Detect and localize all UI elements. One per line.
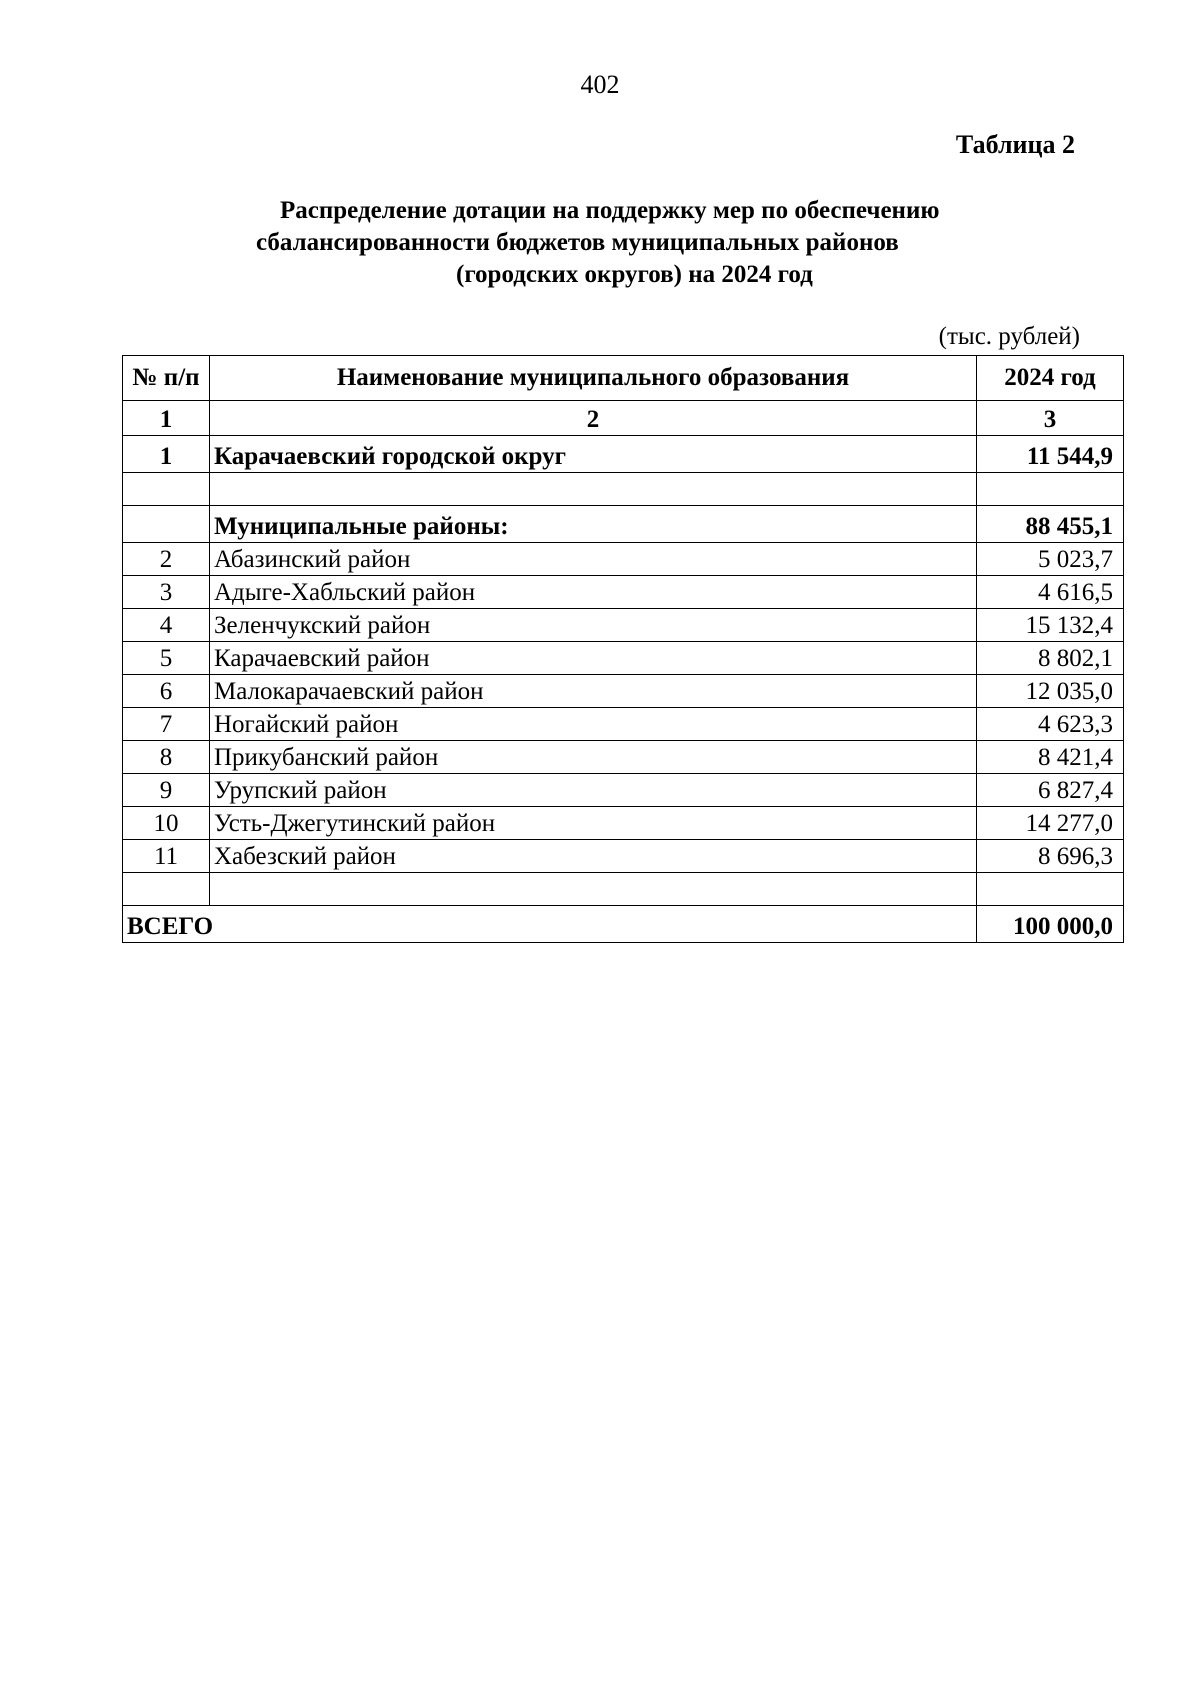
total-row bbox=[123, 906, 1124, 943]
total-label: ВСЕГО bbox=[123, 906, 977, 943]
table-row bbox=[123, 741, 1124, 774]
district-name: Хабезский район bbox=[210, 840, 977, 873]
city-num: 1 bbox=[123, 436, 210, 473]
district-value: 15 132,4 bbox=[977, 609, 1124, 642]
column-number-3: 3 bbox=[977, 401, 1124, 436]
header-name: Наименование муниципального образования bbox=[210, 356, 977, 401]
district-value: 14 277,0 bbox=[977, 807, 1124, 840]
district-name: Карачаевский район bbox=[210, 642, 977, 675]
district-name: Прикубанский район bbox=[210, 741, 977, 774]
city-row bbox=[123, 436, 1124, 473]
city-name: Карачаевский городской округ bbox=[210, 436, 977, 473]
district-num: 7 bbox=[123, 708, 210, 741]
table-row bbox=[123, 576, 1124, 609]
header-year: 2024 год bbox=[977, 356, 1124, 401]
table-row bbox=[123, 807, 1124, 840]
district-value: 8 802,1 bbox=[977, 642, 1124, 675]
distribution-table bbox=[122, 355, 1124, 943]
table-row bbox=[123, 774, 1124, 807]
title-line-2: сбалансированности бюджетов муниципальных районов bbox=[256, 229, 899, 256]
document-title bbox=[230, 195, 1030, 291]
districts-total-value: 88 455,1 bbox=[977, 506, 1124, 543]
title-line-3: (городских округов) на 2024 год bbox=[456, 261, 813, 288]
district-num: 3 bbox=[123, 576, 210, 609]
units-label: (тыс. рублей) bbox=[938, 323, 1080, 350]
district-value: 12 035,0 bbox=[977, 675, 1124, 708]
district-value: 5 023,7 bbox=[977, 543, 1124, 576]
column-number-1: 1 bbox=[123, 401, 210, 436]
district-name: Зеленчукский район bbox=[210, 609, 977, 642]
district-num: 8 bbox=[123, 741, 210, 774]
table-row bbox=[123, 642, 1124, 675]
district-num: 9 bbox=[123, 774, 210, 807]
column-number-row bbox=[123, 401, 1124, 436]
table-row bbox=[123, 708, 1124, 741]
districts-total-row bbox=[123, 506, 1124, 543]
total-value: 100 000,0 bbox=[977, 906, 1124, 943]
district-value: 6 827,4 bbox=[977, 774, 1124, 807]
header-row bbox=[123, 356, 1124, 401]
empty-row bbox=[123, 473, 1124, 506]
table-label: Таблица 2 bbox=[955, 130, 1075, 159]
district-value: 8 421,4 bbox=[977, 741, 1124, 774]
district-name: Адыге-Хабльский район bbox=[210, 576, 977, 609]
district-name: Урупский район bbox=[210, 774, 977, 807]
table-row bbox=[123, 543, 1124, 576]
city-value: 11 544,9 bbox=[977, 436, 1124, 473]
district-name: Абазинский район bbox=[210, 543, 977, 576]
district-name: Малокарачаевский район bbox=[210, 675, 977, 708]
district-num: 10 bbox=[123, 807, 210, 840]
district-name: Усть-Джегутинский район bbox=[210, 807, 977, 840]
table-row bbox=[123, 609, 1124, 642]
page-number: 402 bbox=[580, 70, 620, 99]
district-value: 4 623,3 bbox=[977, 708, 1124, 741]
district-name: Ногайский район bbox=[210, 708, 977, 741]
table-row bbox=[123, 840, 1124, 873]
title-line-1: Распределение дотации на поддержку мер по обеспечению bbox=[280, 197, 940, 224]
table-row bbox=[123, 675, 1124, 708]
district-num: 4 bbox=[123, 609, 210, 642]
empty-row bbox=[123, 873, 1124, 906]
district-num: 2 bbox=[123, 543, 210, 576]
districts-total-name: Муниципальные районы: bbox=[210, 506, 977, 543]
district-num: 5 bbox=[123, 642, 210, 675]
header-num: № п/п bbox=[123, 356, 210, 401]
district-num: 11 bbox=[123, 840, 210, 873]
district-value: 4 616,5 bbox=[977, 576, 1124, 609]
district-num: 6 bbox=[123, 675, 210, 708]
district-value: 8 696,3 bbox=[977, 840, 1124, 873]
column-number-2: 2 bbox=[210, 401, 977, 436]
